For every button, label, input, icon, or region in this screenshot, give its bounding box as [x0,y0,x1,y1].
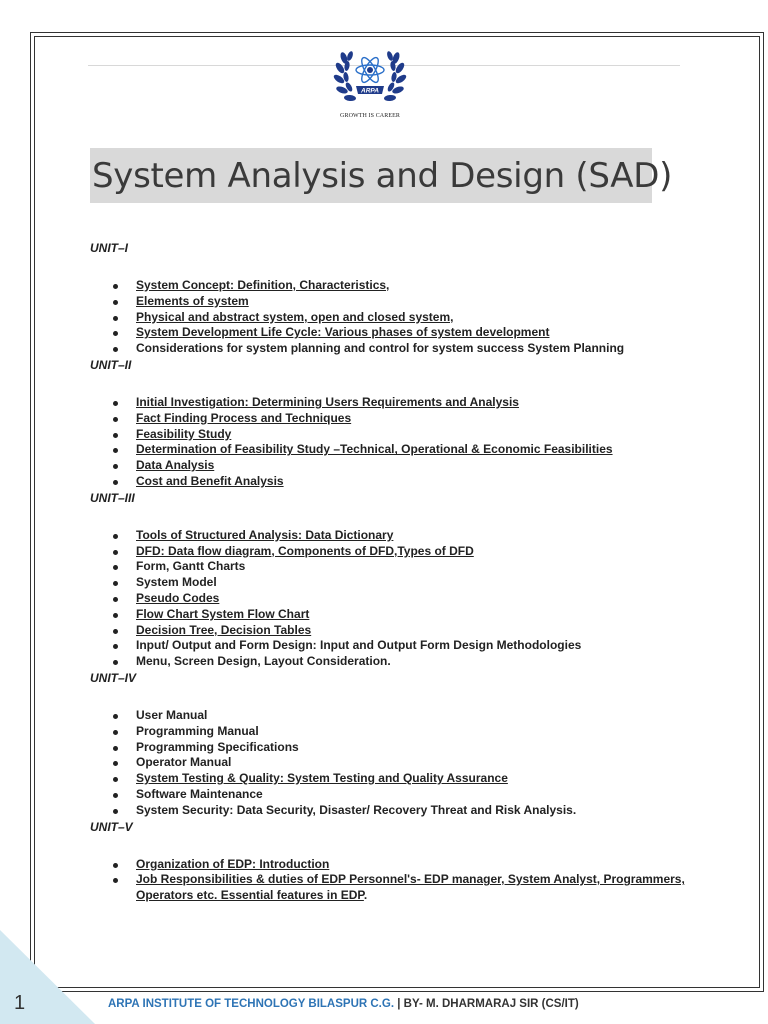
bullet-icon [113,581,118,586]
list-item [90,708,710,724]
list-item-text: Elements of system [136,293,249,308]
list-item [90,474,710,490]
unit-heading: UNIT–IV [90,670,137,685]
bullet-icon [113,714,118,719]
logo-tagline: GROWTH IS CAREER [340,113,400,119]
unit-topic-list [90,278,710,357]
list-item-text: Form, Gantt Charts [136,559,246,574]
list-item-text: Menu, Screen Design, Layout Consideration. [136,654,391,669]
logo-text: ARPA [361,87,379,95]
list-item-text: Software Maintenance [136,786,263,801]
unit-heading: UNIT–III [90,490,135,505]
list-item-text: Tools of Structured Analysis: Data Dictionary [136,527,394,542]
list-item [90,310,710,326]
bullet-icon [113,863,118,868]
bullet-icon [113,480,118,485]
bullet-icon [113,597,118,602]
list-item-text: Flow Chart System Flow Chart [136,606,310,621]
bullet-icon [113,550,118,555]
list-item [90,294,710,310]
list-item [90,654,710,670]
list-item [90,341,710,357]
arpa-logo [330,46,410,122]
list-item-text: Physical and abstract system, open and closed system, [136,309,454,324]
bullet-icon [113,629,118,634]
unit-spacer [90,835,710,857]
page-number: 1 [14,992,26,1014]
list-item [90,575,710,591]
list-item-text: Initial Investigation: Determining Users Requirements and Analysis [136,394,519,409]
list-item [90,607,710,623]
syllabus-content [90,240,710,904]
bullet-icon [113,878,118,883]
footer-author: BY- M. DHARMARAJ SIR (CS/IT) [403,998,579,1010]
list-item-text: System Concept: Definition, Characteristics, [136,278,390,292]
unit-topic-list [90,395,710,490]
list-item [90,325,710,341]
list-item-text: Decision Tree, Decision Tables [136,622,312,637]
bullet-icon [113,401,118,406]
bullet-icon [113,730,118,735]
list-item-suffix: . [363,888,368,903]
list-item-text: System Security: Data Security, Disaster/ Recovery Threat and Risk Analysis. [136,802,577,817]
list-item [90,638,710,654]
bullet-icon [113,433,118,438]
unit-topic-list [90,528,710,670]
list-item-text: Programming Specifications [136,739,299,754]
list-item-text: System Development Life Cycle: Various phases of system development [136,325,550,340]
footer-text [108,998,579,1010]
list-item-text: Cost and Benefit Analysis [136,473,284,488]
list-item [90,411,710,427]
list-item-text: Pseudo Codes [136,590,220,605]
list-item [90,803,710,819]
unit-spacer [90,686,710,708]
list-item-text: Operator Manual [136,755,232,770]
list-item [90,544,710,560]
list-item-text: System Testing & Quality: System Testing and Quality Assurance [136,771,508,786]
bullet-icon [113,777,118,782]
list-item-text: Fact Finding Process and Techniques [136,410,352,425]
list-item-text: Input/ Output and Form Design: Input and Output Form Design Methodologies [136,638,582,653]
unit-topic-list [90,708,710,819]
bullet-icon [113,417,118,422]
laurel-right-icon [384,50,408,101]
unit-spacer [90,373,710,395]
bullet-icon [113,565,118,570]
list-item [90,395,710,411]
bullet-icon [113,809,118,814]
list-item-text: DFD: Data flow diagram, Components of DFD,Types of DFD [136,543,474,558]
list-item [90,442,710,458]
list-item [90,528,710,544]
bullet-icon [113,746,118,751]
bullet-icon [113,660,118,665]
bullet-icon [113,300,118,305]
bullet-icon [113,464,118,469]
unit-heading: UNIT–II [90,357,132,372]
bullet-icon [113,644,118,649]
list-item [90,591,710,607]
list-item-text: Job Responsibilities & duties of EDP Personnel's- EDP manager, System Analyst, Programmers, Operators etc. Essential features in EDP [136,872,685,903]
list-item-text: Considerations for system planning and control for system success System Planning [136,341,625,356]
unit-heading: UNIT–I [90,241,129,255]
list-item [90,872,710,904]
list-item [90,458,710,474]
bullet-icon [113,316,118,321]
bullet-icon [113,331,118,336]
list-item [90,724,710,740]
bullet-icon [113,448,118,453]
list-item-text: Programming Manual [136,723,259,738]
bullet-icon [113,534,118,539]
list-item [90,427,710,443]
list-item-text: Determination of Feasibility Study –Technical, Operational & Economic Feasibilities [136,442,613,457]
bullet-icon [113,793,118,798]
bullet-icon [113,284,118,289]
list-item-text: User Manual [136,707,208,722]
list-item [90,755,710,771]
list-item [90,787,710,803]
bullet-icon [113,347,118,352]
footer-institute: ARPA INSTITUTE OF TECHNOLOGY BILASPUR C.G. [108,998,395,1010]
unit-spacer [90,506,710,528]
list-item-text: System Model [136,575,217,590]
unit-spacer [90,256,710,278]
unit-heading: UNIT–V [90,819,133,834]
list-item-text: Feasibility Study [136,426,232,441]
footer-separator: | [394,998,404,1010]
list-item [90,278,710,294]
laurel-left-icon [332,50,356,101]
list-item [90,559,710,575]
unit-topic-list [90,857,710,904]
page-title: System Analysis and Design (SAD) [92,156,673,196]
list-item [90,740,710,756]
list-item [90,623,710,639]
list-item-text: Organization of EDP: Introduction [136,856,330,871]
list-item [90,857,710,873]
bullet-icon [113,761,118,766]
bullet-icon [113,613,118,618]
list-item [90,771,710,787]
list-item-text: Data Analysis [136,458,215,473]
